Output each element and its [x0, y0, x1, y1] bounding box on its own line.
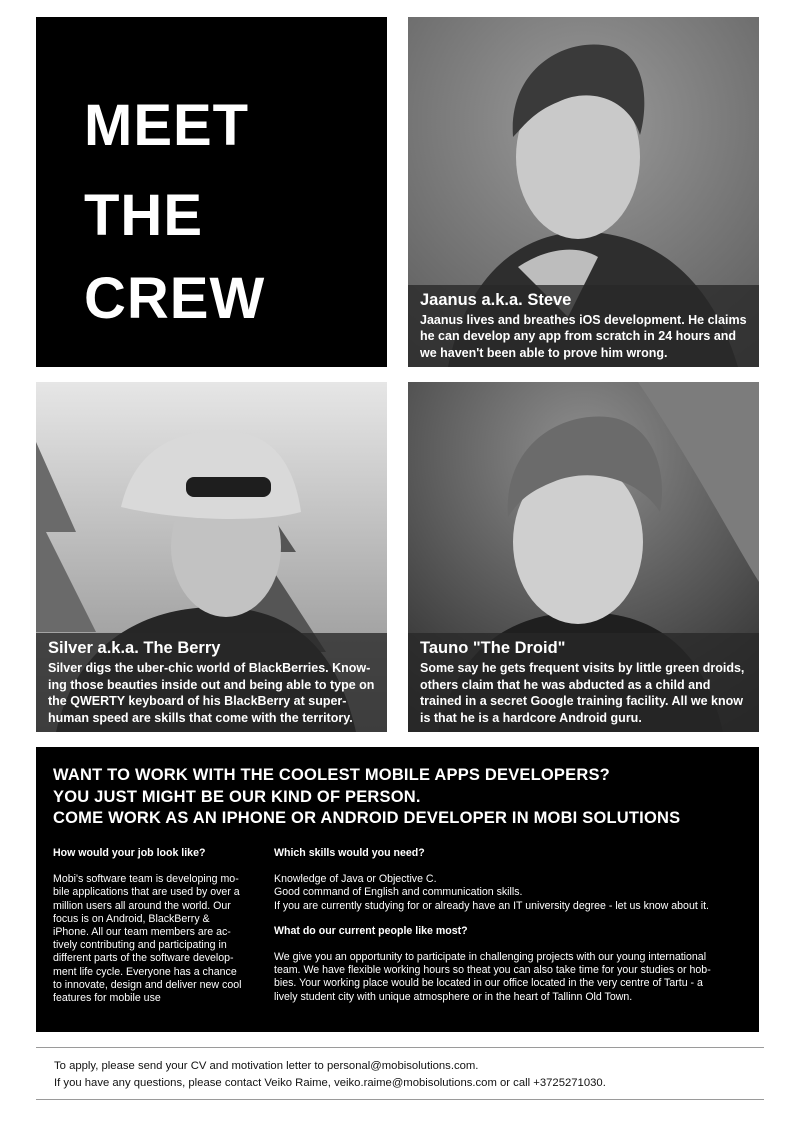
jaanus-caption [408, 285, 759, 368]
job-answer: Mobi's software team is developing mo- bile applications that are used by over a million users all around the world. Our focus is on Android, BlackBerry & iPhone. All our team members are ac- tively contributing and participating in different parts of the software develop- ment life cycle. Everyone has a chance to innovate, design and deliver new cool features for mobile use [53, 873, 242, 1005]
footer-divider-bottom [36, 1099, 764, 1100]
title-line-the: THE [84, 183, 203, 248]
headline-line-2: YOU JUST MIGHT BE OUR KIND OF PERSON. [53, 787, 421, 806]
job-question: How would your job look like? [53, 847, 206, 859]
crew-card-silver [36, 382, 387, 732]
footer-apply-text: To apply, please send your CV and motivation letter to personal@mobisolutions.com. [54, 1060, 479, 1072]
crew-name: Silver a.k.a. The Berry [48, 639, 221, 657]
likes-question: What do our current people like most? [274, 924, 468, 937]
skills-question: Which skills would you need? [274, 847, 425, 859]
title-panel [36, 17, 387, 367]
title-line-meet: MEET [84, 93, 250, 158]
job-column [53, 847, 263, 1017]
tauno-caption [408, 633, 759, 732]
crew-name: Tauno "The Droid" [420, 639, 566, 657]
headline-line-1: WANT TO WORK WITH THE COOLEST MOBILE APPS DEVELOPERS? [53, 766, 610, 784]
skills-answer: Knowledge of Java or Objective C. Good command of English and communication skills. If you are currently studying for or already have an IT university degree - let us know about it. [274, 873, 709, 912]
silver-caption [36, 633, 387, 732]
likes-answer: We give you an opportunity to participate in challenging projects with our young international team. We have flexible working hours so theat you can also take time for your studies or hob- bies. Your working place would be located in our office located in the very centre of Tartu - a lively student city with unique atmosphere or in the heart of Tallinn Old Town. [274, 951, 711, 1003]
skills-column [274, 847, 744, 1016]
crew-bio: Jaanus lives and breathes iOS development. He claims he can develop any app from scratch in 24 hours and we haven't been able to prove him wrong. [420, 312, 747, 360]
footer-divider-top [36, 1047, 764, 1048]
crew-bio: Some say he gets frequent visits by little green droids, others claim that he was abducted as a child and trained in a secret Google training facility. All we know is that he is a hardcore Android guru. [420, 661, 745, 725]
headline-line-3: COME WORK AS AN IPHONE OR ANDROID DEVELOPER IN MOBI SOLUTIONS [53, 809, 681, 827]
crew-card-tauno [408, 382, 759, 732]
footer-contact-text: If you have any questions, please contact Veiko Raime, veiko.raime@mobisolutions.com or call +3725271030. [54, 1077, 606, 1089]
recruitment-headline [53, 765, 680, 830]
crew-bio: Silver digs the uber-chic world of BlackBerries. Know-ing those beauties inside out and being able to type on the QWERTY keyboard of his BlackBerry at super-human speed are skills that come with the territory. [48, 661, 375, 725]
title-line-crew: CREW [84, 266, 266, 331]
recruitment-panel [36, 747, 759, 1032]
crew-name: Jaanus a.k.a. Steve [420, 290, 572, 309]
crew-card-jaanus [408, 17, 759, 367]
